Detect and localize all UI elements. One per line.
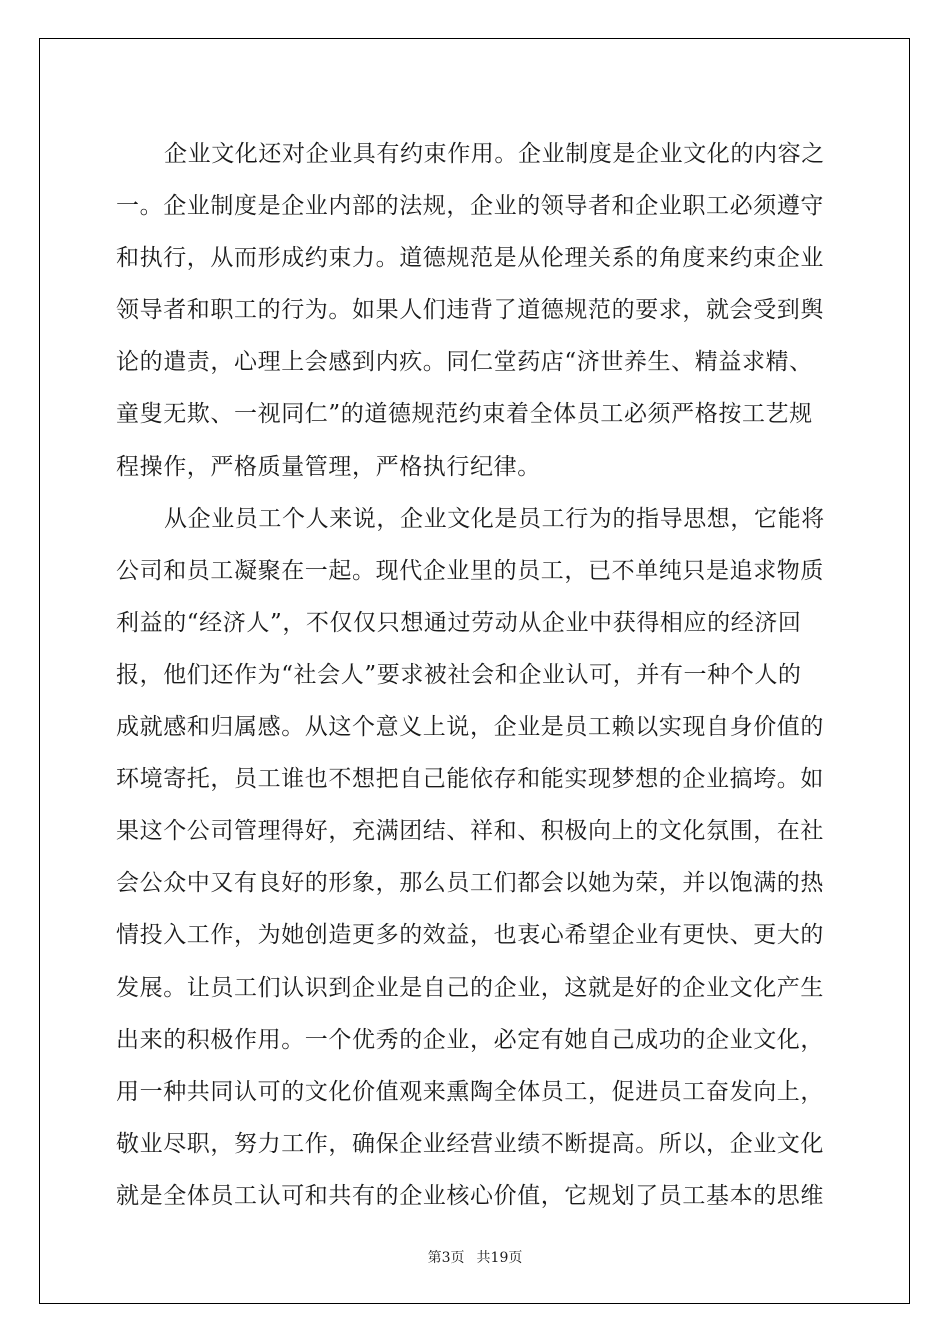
page-number: 第3页 <box>427 1250 465 1266</box>
text-line: 和执行，从而形成约束力。道德规范是从伦理关系的角度来约束企业 <box>116 245 824 272</box>
text-line: 程操作，严格质量管理，严格执行纪律。 <box>116 453 541 480</box>
text-line: 企业文化还对企业具有约束作用。企业制度是企业文化的内容之 <box>164 141 825 167</box>
text-line: 环境寄托，员工谁也不想把自己能依存和能实现梦想的企业搞垮。如 <box>116 766 824 793</box>
text-line: 果这个公司管理得好，充满团结、祥和、积极向上的文化氛围，在社 <box>116 818 824 845</box>
page-total: 共19页 <box>476 1250 523 1266</box>
text-line: 领导者和职工的行为。如果人们违背了道德规范的要求，就会受到舆 <box>116 297 824 324</box>
text-line: 从企业员工个人来说，企业文化是员工行为的指导思想，它能将 <box>164 505 825 532</box>
text-line: 用一种共同认可的文化价值观来熏陶全体员工，促进员工奋发向上， <box>116 1078 824 1105</box>
text-line: 情投入工作，为她创造更多的效益，也衷心希望企业有更快、更大的 <box>116 922 824 949</box>
text-line: 就是全体员工认可和共有的企业核心价值，它规划了员工基本的思维 <box>116 1182 824 1209</box>
text-line: 敬业尽职，努力工作，确保企业经营业绩不断提高。所以，企业文化 <box>116 1130 824 1157</box>
text-line: 论的遣责，心理上会感到内疚。同仁堂药店“济世养生、精益求精、 <box>116 349 813 376</box>
text-line: 会公众中又有良好的形象，那么员工们都会以她为荣，并以饱满的热 <box>116 870 824 897</box>
text-line: 出来的积极作用。一个优秀的企业，必定有她自己成功的企业文化， <box>116 1026 824 1053</box>
text-line: 成就感和归属感。从这个意义上说，企业是员工赖以实现自身价值的 <box>116 714 824 741</box>
text-line: 发展。让员工们认识到企业是自己的企业，这就是好的企业文化产生 <box>116 974 824 1001</box>
text-line: 报，他们还作为“社会人”要求被社会和企业认可，并有一种个人的 <box>116 661 802 688</box>
text-line: 公司和员工凝聚在一起。现代企业里的员工，已不单纯只是追求物质 <box>116 557 824 584</box>
document-body <box>116 128 836 1222</box>
text-line: 童叟无欺、一视同仁”的道德规范约束着全体员工必须严格按工艺规 <box>116 401 813 428</box>
text-line: 利益的“经济人”，不仅仅只想通过劳动从企业中获得相应的经济回 <box>116 609 802 636</box>
text-line: 一。企业制度是企业内部的法规，企业的领导者和企业职工必须遵守 <box>116 193 824 220</box>
page-footer <box>0 1247 950 1267</box>
